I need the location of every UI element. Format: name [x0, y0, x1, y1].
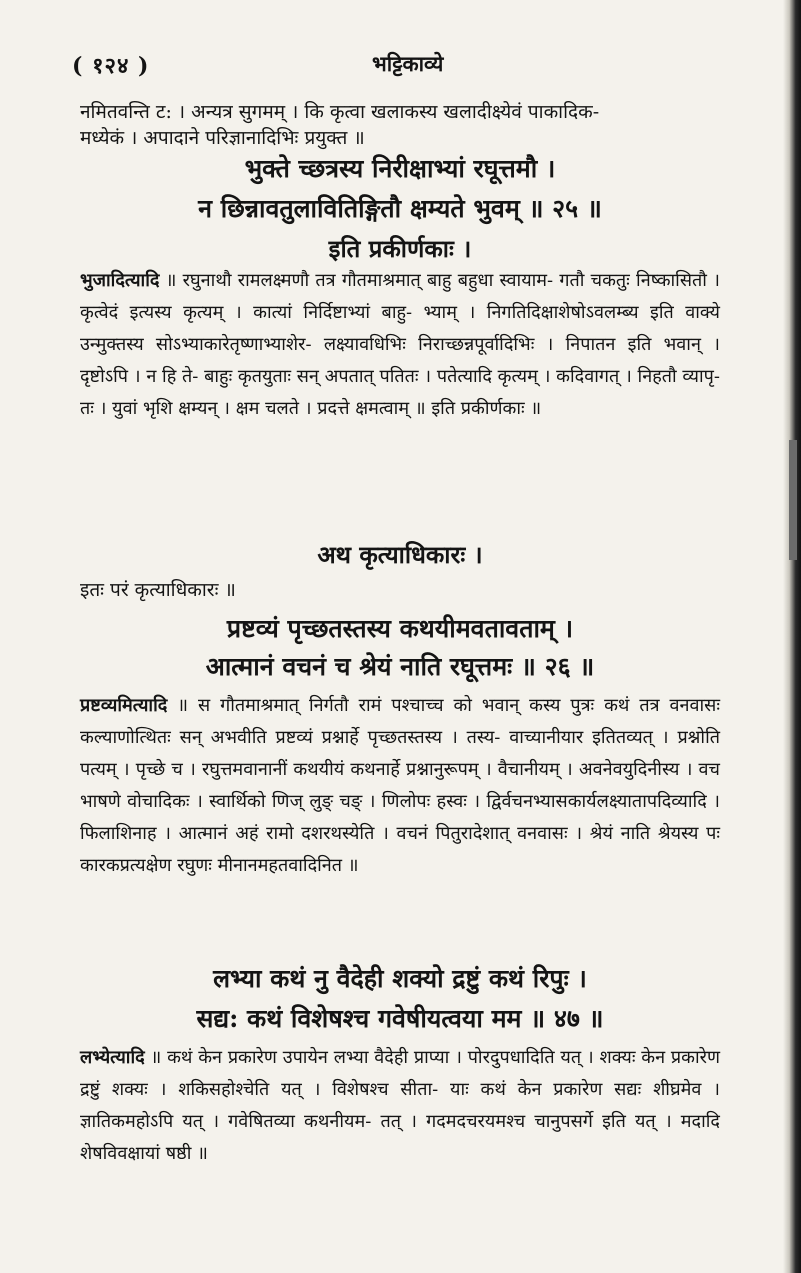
intro-line-1: नमितवन्ति ट: । अन्यत्र सुगमम् । कि कृत्वा खलाकस्य खलादीक्ष्येवं पाकादिक-	[80, 101, 600, 123]
intro-line-2: मध्येकं । अपादाने परिज्ञानादिभिः प्रयुक्त ॥	[80, 127, 365, 149]
commentary-25-label: भुजादित्यादि	[80, 270, 160, 291]
verse-26-line-2: आत्मानं वचनं च श्रेयं नाति रघूत्तमः ॥ २६ ॥	[205, 652, 595, 681]
commentary-26	[80, 690, 720, 882]
commentary-27	[80, 1042, 720, 1170]
commentary-27-label: लभ्येत्यादि	[80, 1047, 145, 1068]
section-heading-prakirnaka: इति प्रकीर्णकाः ।	[328, 234, 472, 263]
running-title: भट्टिकाव्ये	[372, 51, 444, 76]
verse-27-line-1: लभ्या कथं नु वैदेही शक्यो द्रष्टुं कथं रिपुः ।	[213, 964, 587, 993]
verse-27-line-2: सद्य: कथं विशेषश्च गवेषीयत्वया मम ॥ ४७ ॥	[196, 1004, 604, 1033]
commentary-27-text: ॥ कथं केन प्रकारेण उपायेन लभ्या वैदेही प्राप्या । पोरदुपधादिति यत् । शक्यः केन प्रकारेण द्रष्टुं शक्यः । शकिसहोश्चेति यत् । विशेषश्च सीता- याः कथं केन प्रकारेण सद्यः शीघ्रमेव । ज्ञातिकमहोऽपि यत् । गवेषितव्या कथनीयम- तत् । गदमदचरयमश्च चानुपसर्गे इति यत् । मदादि शेषविवक्षायां षष्ठी ॥	[80, 1047, 720, 1164]
commentary-26-text: ॥ स गौतमाश्रमात् निर्गतौ रामं पश्चाच्च को भवान् कस्य पुत्रः कथं तत्र वनवासः कल्याणोत्थितः सन् अभवीति प्रष्टव्यं प्रश्नार्हे पृच्छतस्तस्य । तस्य- वाच्यानीयार इतितव्यत् । प्रश्नोति पत्यम् । पृच्छे च । रघुत्तमवानानीं कथयीयं कथनार्हे प्रश्नानुरूपम् । वैचानीयम् । अवनेवयुदिनीस्य । वच भाषणे वोचादिकः । स्वार्थिको णिज् लुङ् चङ् । णिलोपः हस्वः । द्विर्वचनभ्यासकार्यलक्ष्यातापदिव्यादि । फिलाशिनाह । आत्मानं अहं रामो दशरथस्येति । वचनं पितुरादेशात् वनवासः । श्रेयं नाति श्रेयस्य पः कारकप्रत्यक्षेण रघुणः मीनानमहतवादिनित ॥	[80, 695, 720, 876]
page-edge-mark	[789, 440, 797, 560]
verse-25-line-2: न छिन्नावतुलावितिङ्गितौ क्षम्यते भुवम् ॥ २५ ॥	[198, 194, 602, 223]
section-subheading: इतः परं कृत्याधिकारः ॥	[80, 579, 236, 601]
section-heading-kritya: अथ कृत्याधिकारः ।	[317, 540, 483, 569]
commentary-25-text: ॥ रघुनाथौ रामलक्ष्मणौ तत्र गौतमाश्रमात् बाहु बहुधा स्वायाम- गतौ चकतुः निष्कासितौ । कृत्वेदं इत्यस्य कृत्यम् । कात्यां निर्दिष्टाभ्यां बाहु- भ्याम् । निगतिदिक्षाशेषोऽवलम्ब्य इति वाक्ये उन्मुक्तस्य सोऽभ्याकारेतृष्णाभ्याशेर- लक्ष्यावधिभिः निराच्छन्नपूर्वादिभिः । निपातन इति भवान् । दृष्टोऽपि । न हि ते- बाहुः कृतयुताः सन् अपतात् पतितः । पतेत्यादि कृत्यम् । कदिवागत् । निहतौ व्यापृ- तः । युवां भृशि क्षम्यन् । क्षम चलते । प्रदत्ते क्षमत्वाम् ॥ इति प्रकीर्णकाः ॥	[80, 270, 720, 419]
page-header	[72, 50, 712, 86]
verse-25-line-1: भुक्ते च्छत्रस्य निरीक्षाभ्यां रघूत्तमौ ।	[244, 154, 556, 183]
page-number: ( १२४ )	[72, 53, 150, 79]
page-edge-shadow	[783, 0, 801, 1273]
verse-26-line-1: प्रष्टव्यं पृच्छतस्तस्य कथयीमवतावताम् ।	[226, 614, 574, 643]
commentary-25	[80, 265, 720, 425]
commentary-26-label: प्रष्टव्यमित्यादि	[80, 695, 168, 716]
